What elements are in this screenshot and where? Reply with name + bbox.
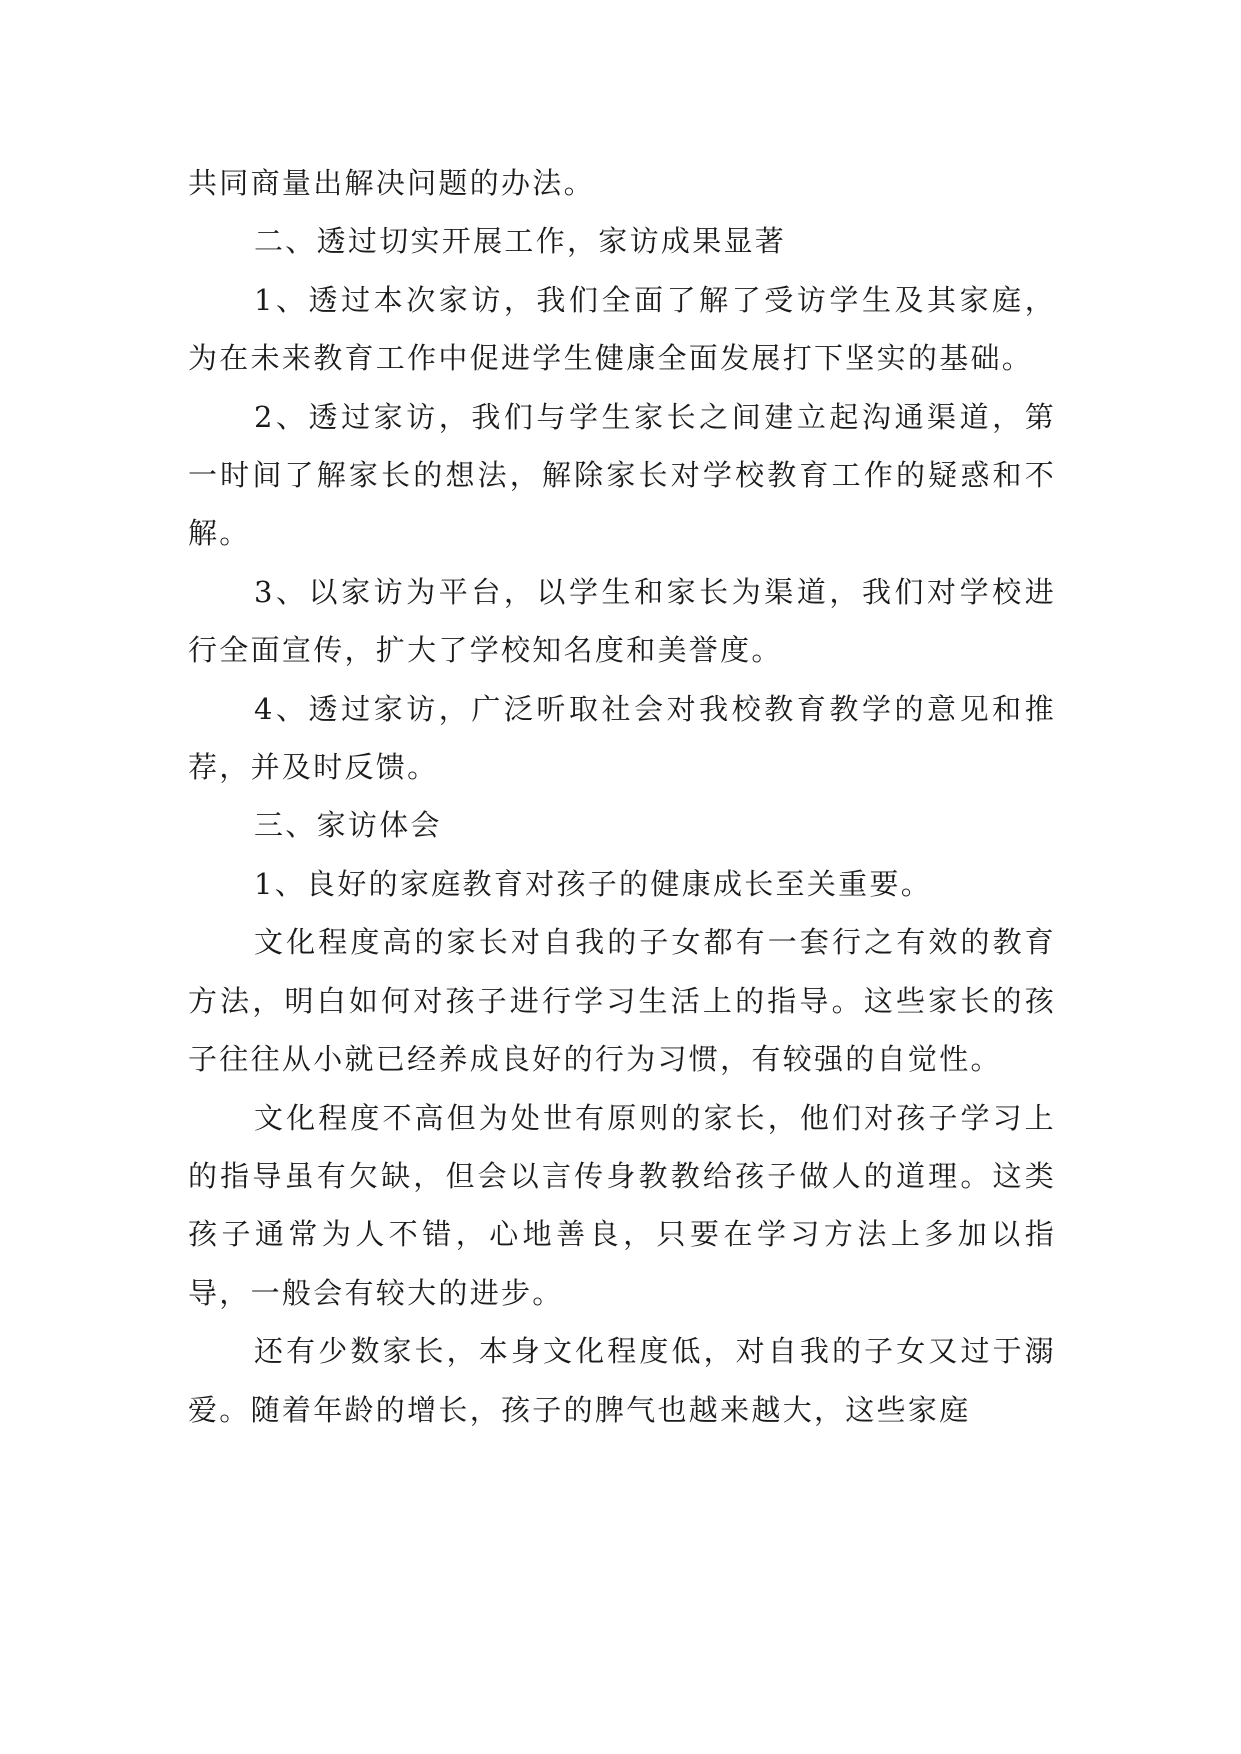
paragraph-item-3: 3、以家访为平台，以学生和家长为渠道，我们对学校进行全面宣传，扩大了学校知名度和美誉度。: [188, 574, 1056, 668]
paragraph-item-1: 1、透过本次家访，我们全面了解了受访学生及其家庭，为在未来教育工作中促进学生健康全面发展打下坚实的基础。: [188, 282, 1056, 376]
paragraph-continuation: 共同商量出解决问题的办法。: [188, 166, 595, 200]
document-body: [188, 154, 1056, 1439]
paragraph-item-2: 2、透过家访，我们与学生家长之间建立起沟通渠道，第一时间了解家长的想法，解除家长对学校教育工作的疑惑和不解。: [188, 399, 1056, 551]
paragraph-item-4: 4、透过家访，广泛听取社会对我校教育教学的意见和推荐，并及时反馈。: [188, 691, 1056, 785]
paragraph-body: 文化程度不高但为处世有原则的家长，他们对孩子学习上的指导虽有欠缺，但会以言传身教教给孩子做人的道理。这类孩子通常为人不错，心地善良，只要在学习方法上多加以指导，一般会有较大的进步。: [188, 1100, 1056, 1310]
paragraph-body: 还有少数家长，本身文化程度低，对自我的子女又过于溺爱。随着年龄的增长，孩子的脾气也越来越大，这些家庭: [188, 1334, 1056, 1427]
section-heading-3: 三、家访体会: [254, 808, 442, 843]
paragraph-subheading-1: 1、良好的家庭教育对孩子的健康成长至关重要。: [254, 866, 933, 901]
paragraph-body: 文化程度高的家长对自我的子女都有一套行之有效的教育方法，明白如何对孩子进行学习生活上的指导。这些家长的孩子往往从小就已经养成良好的行为习惯，有较强的自觉性。: [188, 925, 1056, 1077]
section-heading-2: 二、透过切实开展工作，家访成果显著: [254, 224, 787, 259]
